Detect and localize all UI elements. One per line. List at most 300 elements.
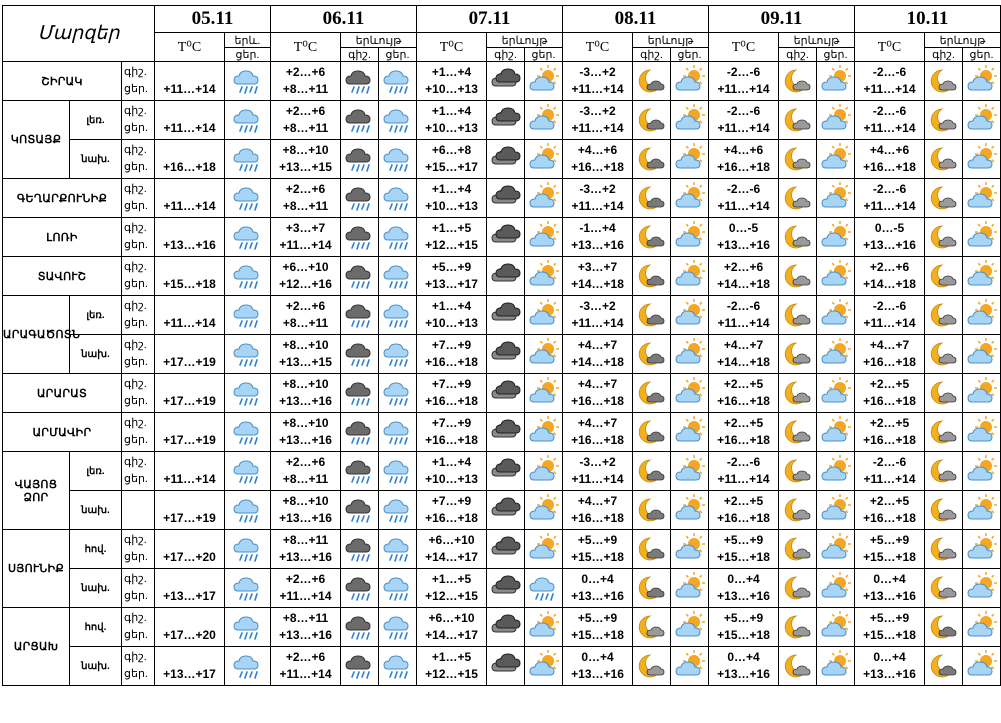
night-weather-cell [779,413,817,452]
sun-behind-cloud-icon [674,612,706,642]
night-label: գիշ. [633,48,671,62]
heavy-rain-icon [344,183,376,213]
night-weather-cell [487,335,525,374]
night-weather-cell [341,491,379,530]
night-weather-cell [633,296,671,335]
phenomenon-header: երևույթ [633,33,709,48]
rain-cloud-icon [232,339,264,369]
sun-behind-cloud-icon [966,573,998,603]
rain-cloud-icon [382,144,414,174]
night-weather-cell [633,335,671,374]
day-weather-cell [963,257,1001,296]
period-labels: գիշ. ցեր. [122,257,155,296]
weather-cell [225,218,271,257]
day-weather-cell [525,296,563,335]
temperature-cell: +1…+4 +10…+13 [417,62,487,101]
moon-cloud-icon [782,144,814,174]
dark-clouds-icon [490,339,522,369]
temperature-cell: +6…+8 +15…+17 [417,140,487,179]
moon-cloud-icon [782,378,814,408]
temperature-cell: -3…+2 +11…+14 [563,452,633,491]
day-weather-cell [817,530,855,569]
day-weather-cell [671,491,709,530]
region-name: ԱՐԱՐԱՏ [3,374,122,413]
moon-cloud-icon [636,144,668,174]
temperature-cell: +6…+10 +14…+17 [417,608,487,647]
temperature-cell: +7…+9 +16…+18 [417,374,487,413]
temperature-cell: 0…-5 +13…+16 [709,218,779,257]
night-weather-cell [487,62,525,101]
period-labels: գիշ. ցեր. [122,140,155,179]
phenomenon-header: երևույթ [779,33,855,48]
day-weather-cell [817,569,855,608]
night-weather-cell [487,140,525,179]
table-row [3,413,1001,452]
temperature-cell: +15…+18 [155,257,225,296]
temperature-cell: +17…+20 [155,608,225,647]
day-weather-cell [525,491,563,530]
rain-cloud-icon [232,300,264,330]
night-weather-cell [779,491,817,530]
temperature-cell: +2…+6 +11…+14 [271,647,341,686]
moon-cloud-icon [782,222,814,252]
temperature-cell: +6…+10 +12…+16 [271,257,341,296]
temperature-cell: -1…+4 +13…+16 [563,218,633,257]
sun-behind-cloud-icon [674,417,706,447]
moon-cloud-icon [636,573,668,603]
temperature-cell: -3…+2 +11…+14 [563,62,633,101]
table-row [3,62,1001,101]
region-name: ԱՐՄԱՎԻՐ [3,413,122,452]
sun-behind-cloud-icon [528,261,560,291]
heavy-rain-icon [344,300,376,330]
temperature-cell: +11…+14 [155,101,225,140]
day-weather-cell [379,218,417,257]
dark-clouds-icon [490,495,522,525]
day-weather-cell [817,296,855,335]
temperature-cell: +11…+14 [155,296,225,335]
night-weather-cell [925,608,963,647]
temperature-cell: +11…+14 [155,62,225,101]
temperature-cell: +2…+6 +14…+18 [709,257,779,296]
day-label: ցեր. [525,48,563,62]
temperature-cell: -3…+2 +11…+14 [563,296,633,335]
sun-behind-cloud-icon [820,339,852,369]
day-weather-cell [963,647,1001,686]
day-weather-cell [525,452,563,491]
period-labels [122,491,155,530]
temperature-cell: 0…-5 +13…+16 [855,218,925,257]
day-weather-cell [671,608,709,647]
weather-cell [225,374,271,413]
weather-cell [225,335,271,374]
night-weather-cell [633,374,671,413]
heavy-rain-icon [344,66,376,96]
temperature-cell: +16…+18 [155,140,225,179]
sun-behind-cloud-icon [820,144,852,174]
temperature-cell: +2…+6 +8…+11 [271,296,341,335]
night-weather-cell [341,140,379,179]
night-weather-cell [779,608,817,647]
sun-behind-cloud-icon [674,66,706,96]
night-weather-cell [925,491,963,530]
rain-cloud-icon [382,183,414,213]
day-weather-cell [379,647,417,686]
night-weather-cell [779,257,817,296]
day-weather-cell [963,491,1001,530]
temperature-cell: -2…-6 +11…+14 [709,296,779,335]
rain-cloud-icon [232,651,264,681]
night-weather-cell [779,647,817,686]
day-weather-cell [817,335,855,374]
dark-clouds-icon [490,222,522,252]
rain-cloud-icon [382,651,414,681]
day-weather-cell [963,218,1001,257]
moon-cloud-icon [928,651,960,681]
date-header: 08.11 [563,6,709,33]
night-label: գիշ. [487,48,525,62]
table-row [3,569,1001,608]
temperature-cell: -2…-6 +11…+14 [709,179,779,218]
zone-label: նախ. [70,140,122,179]
day-weather-cell [817,140,855,179]
day-weather-cell [817,452,855,491]
rain-cloud-icon [382,300,414,330]
sun-behind-cloud-icon [528,339,560,369]
night-weather-cell [633,647,671,686]
day-weather-cell [525,257,563,296]
sun-behind-cloud-icon [820,534,852,564]
day-label: ցեր. [671,48,709,62]
day-weather-cell [379,257,417,296]
dark-clouds-icon [490,378,522,408]
moon-cloud-icon [636,534,668,564]
temperature-cell: +8…+11 +13…+16 [271,530,341,569]
date-header: 10.11 [855,6,1001,33]
temperature-cell: +13…+17 [155,569,225,608]
moon-cloud-icon [636,417,668,447]
zone-label: նախ. [70,491,122,530]
temperature-cell: -2…-6 +11…+14 [709,101,779,140]
zone-label: լեռ. [70,296,122,335]
sun-behind-cloud-icon [820,261,852,291]
temperature-cell: +7…+9 +16…+18 [417,491,487,530]
sun-behind-cloud-icon [966,378,998,408]
period-labels: գիշ. ցեր. [122,296,155,335]
moon-cloud-icon [636,66,668,96]
moon-cloud-icon [636,378,668,408]
period-labels: գիշ. ցեր. [122,179,155,218]
day-weather-cell [671,101,709,140]
moon-cloud-icon [928,456,960,486]
rain-cloud-icon [528,573,560,603]
temperature-cell: +3…+7 +14…+18 [563,257,633,296]
heavy-rain-icon [344,495,376,525]
rain-cloud-icon [232,456,264,486]
moon-cloud-icon [928,495,960,525]
temperature-cell: +8…+10 +13…+16 [271,413,341,452]
temperature-cell: +2…+5 +16…+18 [855,413,925,452]
night-weather-cell [633,491,671,530]
dark-clouds-icon [490,651,522,681]
day-label: ցեր. [817,48,855,62]
table-row [3,374,1001,413]
moon-cloud-icon [928,573,960,603]
day-weather-cell [525,374,563,413]
sun-behind-cloud-icon [966,144,998,174]
day-weather-cell [379,608,417,647]
night-weather-cell [341,413,379,452]
night-weather-cell [341,257,379,296]
temperature-cell: +4…+6 +16…+18 [709,140,779,179]
weather-cell [225,647,271,686]
night-weather-cell [633,452,671,491]
night-weather-cell [633,62,671,101]
sun-behind-cloud-icon [528,534,560,564]
day-weather-cell [817,218,855,257]
temperature-header: T⁰C [417,33,487,62]
period-labels: գիշ. ցեր. [122,218,155,257]
temperature-cell: 0…+4 +13…+16 [563,569,633,608]
phenomenon-header: երև. [225,33,271,48]
day-weather-cell [379,140,417,179]
day-weather-cell [379,374,417,413]
rain-cloud-icon [232,534,264,564]
moon-cloud-icon [782,651,814,681]
day-weather-cell [963,179,1001,218]
day-weather-cell [525,608,563,647]
period-labels: գիշ. ցեր. [122,647,155,686]
temperature-cell: +11…+14 [155,452,225,491]
night-weather-cell [779,296,817,335]
temperature-cell: 0…+4 +13…+16 [709,569,779,608]
period-labels: գիշ. ցեր. [122,335,155,374]
moon-cloud-icon [928,300,960,330]
sun-behind-cloud-icon [820,222,852,252]
day-weather-cell [671,569,709,608]
sun-behind-cloud-icon [966,183,998,213]
night-weather-cell [779,140,817,179]
temperature-cell: +1…+4 +10…+13 [417,101,487,140]
moon-cloud-icon [928,144,960,174]
moon-cloud-icon [928,105,960,135]
temperature-cell: +7…+9 +16…+18 [417,335,487,374]
night-label: գիշ. [779,48,817,62]
sun-behind-cloud-icon [820,612,852,642]
sun-behind-cloud-icon [820,456,852,486]
rain-cloud-icon [382,339,414,369]
day-weather-cell [525,218,563,257]
sun-behind-cloud-icon [674,144,706,174]
weather-cell [225,452,271,491]
moon-cloud-icon [636,183,668,213]
moon-cloud-icon [928,183,960,213]
day-weather-cell [379,62,417,101]
sun-behind-cloud-icon [674,261,706,291]
temperature-cell: +2…+5 +16…+18 [855,491,925,530]
table-row [3,530,1001,569]
day-weather-cell [525,179,563,218]
moon-cloud-icon [636,105,668,135]
temperature-cell: +1…+5 +12…+15 [417,569,487,608]
sun-behind-cloud-icon [528,651,560,681]
region-name: ՎԱՅՈՑ ՁՈՐ [3,452,70,530]
regions-header: Մարզեր [3,6,155,62]
night-weather-cell [341,608,379,647]
sun-behind-cloud-icon [966,222,998,252]
temperature-cell: +3…+7 +11…+14 [271,218,341,257]
temperature-cell: +1…+5 +12…+15 [417,218,487,257]
night-weather-cell [925,101,963,140]
period-labels: գիշ. ցեր. [122,413,155,452]
temperature-header: T⁰C [563,33,633,62]
sun-behind-cloud-icon [966,66,998,96]
night-weather-cell [779,569,817,608]
temperature-cell: +4…+7 +16…+18 [563,491,633,530]
moon-cloud-icon [782,105,814,135]
temperature-header: T⁰C [271,33,341,62]
night-weather-cell [487,218,525,257]
night-weather-cell [925,647,963,686]
temperature-cell: -3…+2 +11…+14 [563,101,633,140]
temperature-cell: +8…+10 +13…+16 [271,491,341,530]
moon-cloud-icon [636,300,668,330]
moon-cloud-icon [782,339,814,369]
night-weather-cell [925,218,963,257]
day-weather-cell [963,569,1001,608]
temperature-header: T⁰C [709,33,779,62]
moon-cloud-icon [928,261,960,291]
rain-cloud-icon [232,417,264,447]
region-name: ԳԵՂԱՐՔՈՒՆԻՔ [3,179,122,218]
zone-label: լեռ. [70,452,122,491]
day-weather-cell [817,101,855,140]
sun-behind-cloud-icon [674,339,706,369]
day-weather-cell [671,218,709,257]
night-weather-cell [925,296,963,335]
weather-cell [225,608,271,647]
weather-cell [225,491,271,530]
dark-clouds-icon [490,573,522,603]
day-weather-cell [525,62,563,101]
night-weather-cell [633,608,671,647]
day-weather-cell [525,101,563,140]
temperature-cell: +5…+9 +15…+18 [855,608,925,647]
sun-behind-cloud-icon [820,651,852,681]
sun-behind-cloud-icon [528,222,560,252]
night-weather-cell [341,569,379,608]
sun-behind-cloud-icon [820,66,852,96]
forecast-table [2,5,1001,686]
temperature-cell: +4…+6 +16…+18 [563,140,633,179]
moon-cloud-icon [782,66,814,96]
region-name: ՇԻՐԱԿ [3,62,122,101]
night-weather-cell [779,374,817,413]
table-row [3,140,1001,179]
moon-cloud-icon [636,651,668,681]
sun-behind-cloud-icon [966,456,998,486]
sun-behind-cloud-icon [820,495,852,525]
rain-cloud-icon [382,66,414,96]
heavy-rain-icon [344,573,376,603]
sun-behind-cloud-icon [674,495,706,525]
day-weather-cell [525,647,563,686]
temperature-cell: +1…+4 +10…+13 [417,179,487,218]
day-weather-cell [963,296,1001,335]
region-name: ԿՈՏԱՅՔ [3,101,70,179]
day-weather-cell [671,179,709,218]
heavy-rain-icon [344,378,376,408]
rain-cloud-icon [382,573,414,603]
temperature-cell: +1…+4 +10…+13 [417,452,487,491]
zone-label: հով. [70,530,122,569]
rain-cloud-icon [382,222,414,252]
night-weather-cell [925,179,963,218]
rain-cloud-icon [382,417,414,447]
temperature-cell: -2…-6 +11…+14 [709,62,779,101]
table-row [3,335,1001,374]
temperature-cell: +4…+7 +16…+18 [563,413,633,452]
dark-clouds-icon [490,417,522,447]
moon-cloud-icon [636,339,668,369]
moon-cloud-icon [782,261,814,291]
heavy-rain-icon [344,222,376,252]
temperature-cell: +4…+7 +16…+18 [855,335,925,374]
temperature-cell: +4…+7 +14…+18 [709,335,779,374]
moon-cloud-icon [782,300,814,330]
moon-cloud-icon [636,612,668,642]
day-weather-cell [525,140,563,179]
day-weather-cell [671,257,709,296]
day-label: ցեր. [379,48,417,62]
day-weather-cell [817,257,855,296]
rain-cloud-icon [232,66,264,96]
night-weather-cell [633,530,671,569]
weather-cell [225,569,271,608]
dark-clouds-icon [490,456,522,486]
heavy-rain-icon [344,144,376,174]
night-weather-cell [779,101,817,140]
temperature-cell: 0…+4 +13…+16 [563,647,633,686]
dark-clouds-icon [490,612,522,642]
temperature-cell: +2…+5 +16…+18 [709,374,779,413]
night-weather-cell [341,452,379,491]
night-weather-cell [779,452,817,491]
rain-cloud-icon [382,456,414,486]
moon-cloud-icon [928,222,960,252]
night-weather-cell [633,179,671,218]
night-weather-cell [341,335,379,374]
night-weather-cell [633,413,671,452]
heavy-rain-icon [344,339,376,369]
moon-cloud-icon [636,456,668,486]
dark-clouds-icon [490,105,522,135]
night-weather-cell [633,257,671,296]
sun-behind-cloud-icon [528,144,560,174]
temperature-cell: +5…+9 +15…+18 [855,530,925,569]
temperature-cell: +7…+9 +16…+18 [417,413,487,452]
moon-cloud-icon [782,495,814,525]
night-weather-cell [341,179,379,218]
rain-cloud-icon [232,183,264,213]
temperature-cell: +8…+10 +13…+15 [271,335,341,374]
day-weather-cell [963,140,1001,179]
rain-cloud-icon [232,144,264,174]
night-weather-cell [925,62,963,101]
region-name: ՍՅՈՒՆԻՔ [3,530,70,608]
rain-cloud-icon [232,495,264,525]
table-row [3,101,1001,140]
